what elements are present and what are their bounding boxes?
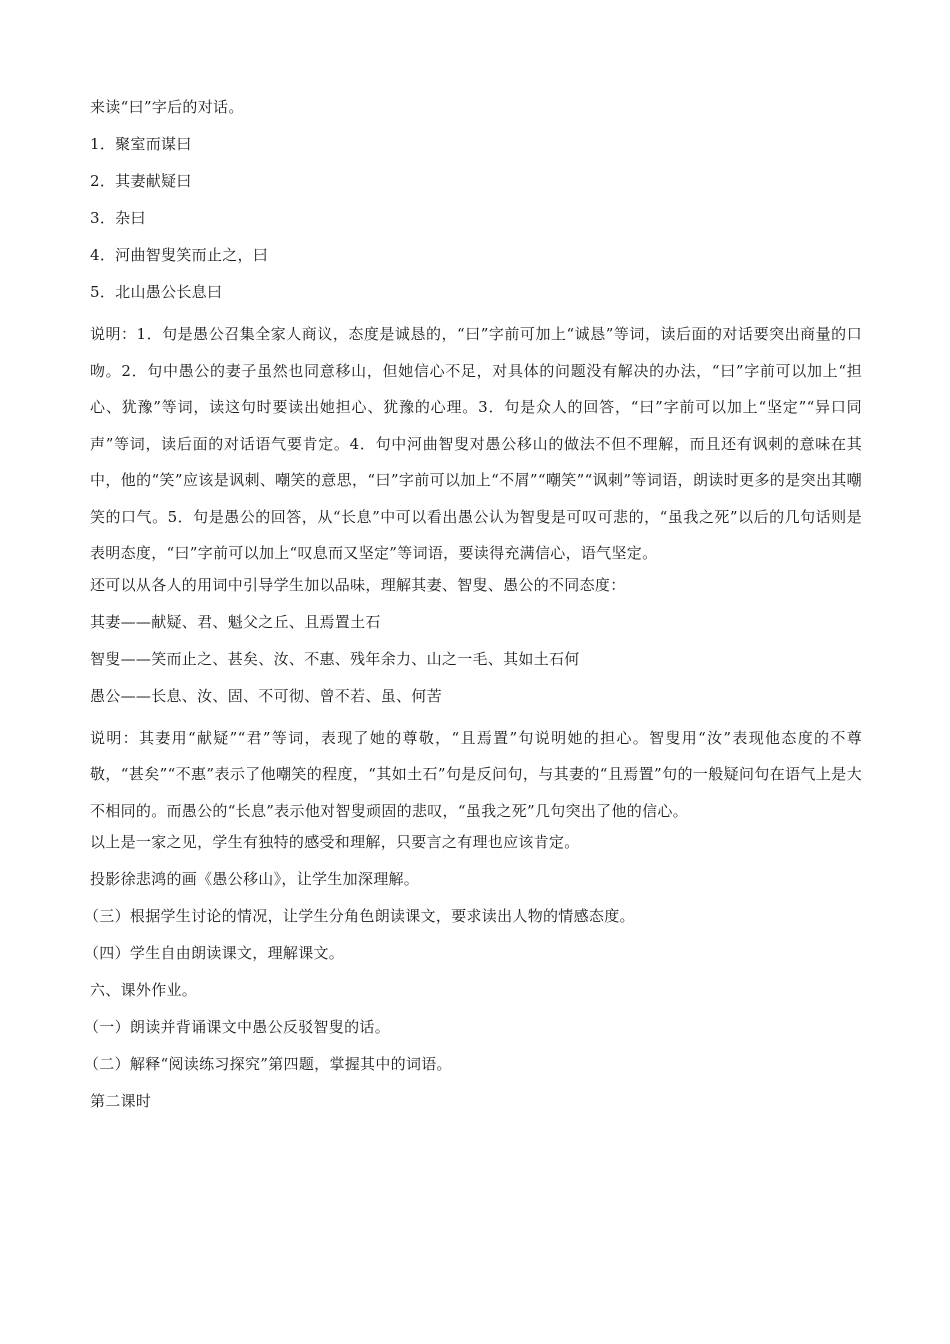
text-line: 以上是一家之见，学生有独特的感受和理解，只要言之有理也应该肯定。 <box>90 833 580 851</box>
list-item: 1．聚室而谋曰 <box>90 135 192 153</box>
explanation-paragraph: 说明：其妻用“献疑”“君”等词，表现了她的尊敬，“且焉置”句说明她的担心。智叟用“汝”表现他态度的不尊敬，“甚矣”“不惠”表示了他嘲笑的程度，“其如土石”句是反问句，与其妻的“且焉置”句的一般疑问句在语气上是大不相同的。而愚公的“长息”表示他对智叟顽固的悲叹，“虽我之死”几句突出了他的信心。 <box>90 728 862 820</box>
list-item: 5．北山愚公长息曰 <box>90 283 223 301</box>
homework-item: （二）解释“阅读练习探究”第四题，掌握其中的词语。 <box>84 1055 452 1073</box>
step-item: （四）学生自由朗读课文，理解课文。 <box>84 944 345 962</box>
explanation-paragraph: 说明：1．句是愚公召集全家人商议，态度是诚恳的，“曰”字前可加上“诚恳”等词，读后面的对话要突出商量的口吻。2．句中愚公的妻子虽然也同意移山，但她信心不足，对具体的问题没有解决的办法，“曰”字前可以加上“担心、犹豫”等词，读这句时要读出她担心、犹豫的心理。3．句是众人的回答，“曰”字前可以加上“坚定”“异口同声”等词，读后面的对话语气要肯定。4．句中河曲智叟对愚公移山的做法不但不理解，而且还有讽刺的意味在其中，他的“笑”应该是讽刺、嘲笑的意思，“曰”字前可以加上“不屑”“嘲笑”“讽刺”等词语，朗读时更多的是突出其嘲笑的口气。5．句是愚公的回答，从“长息”中可以看出愚公认为智叟是可叹可悲的，“虽我之死”以后的几句话则是表明态度，“曰”字前可以加上“叹息而又坚定”等词语，要读得充满信心，语气坚定。 <box>90 325 862 562</box>
list-item: 4．河曲智叟笑而止之，曰 <box>90 246 269 264</box>
text-line: 来读“曰”字后的对话。 <box>90 98 244 116</box>
section-heading: 第二课时 <box>90 1092 152 1110</box>
word-list-yugong: 愚公——长息、汝、固、不可彻、曾不若、虽、何苦 <box>90 686 442 705</box>
word-list-zhisou: 智叟——笑而止之、甚矣、汝、不惠、残年余力、山之一毛、其如土石何 <box>90 649 580 668</box>
text-line: 还可以从各人的用词中引导学生加以品味，理解其妻、智叟、愚公的不同态度： <box>90 575 626 594</box>
step-item: （三）根据学生讨论的情况，让学生分角色朗读课文，要求读出人物的情感态度。 <box>84 907 635 925</box>
text-line: 投影徐悲鸿的画《愚公移山》，让学生加深理解。 <box>90 870 420 888</box>
list-item: 2．其妻献疑曰 <box>90 172 192 190</box>
document-page <box>84 96 862 1127</box>
word-list-wife: 其妻——献疑、君、魁父之丘、且焉置土石 <box>90 612 381 631</box>
section-heading: 六、课外作业。 <box>90 981 198 999</box>
homework-item: （一）朗读并背诵课文中愚公反驳智叟的话。 <box>84 1018 391 1036</box>
list-item: 3．杂曰 <box>90 209 146 227</box>
